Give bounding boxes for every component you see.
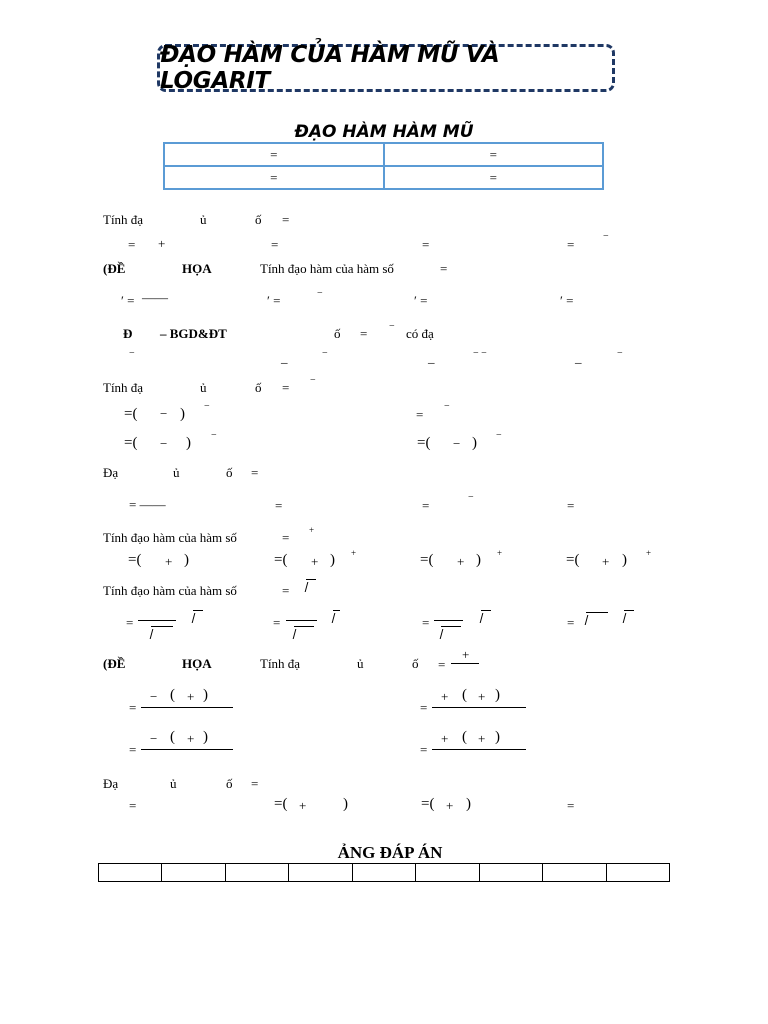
q8-prompt: HỌA <box>182 656 212 671</box>
q3-prompt: − <box>389 321 395 332</box>
q4-option-d: =( <box>417 435 431 451</box>
q8-option-c: ( <box>170 729 175 745</box>
formula-cell: = <box>384 143 604 166</box>
q8-option-b: ( <box>462 687 467 703</box>
q3-prompt: ố <box>334 326 341 341</box>
q8-option-d: ) <box>495 729 500 745</box>
q6-option-a: ) <box>184 552 189 568</box>
q8-option-a: = <box>129 700 137 715</box>
q5-option-b: = <box>275 498 283 513</box>
q6-option-b: + <box>311 554 319 569</box>
answer-cell[interactable] <box>162 864 225 882</box>
fraction-bar <box>141 749 233 750</box>
q3-prompt: có đạ <box>406 326 434 341</box>
q5-option-c: − <box>468 492 474 503</box>
q8-option-b: = <box>420 700 428 715</box>
q7-option-d: = <box>567 615 575 630</box>
q6-option-d: + <box>602 554 610 569</box>
q2-prompt: (ĐỀ <box>103 261 126 276</box>
q6-option-d: ) <box>622 552 627 568</box>
q7-option-c: = <box>422 615 430 630</box>
q8-option-b: ) <box>495 687 500 703</box>
formula-cell: = <box>384 166 604 189</box>
q6-option-a: =( <box>128 552 142 568</box>
q2-option-b: ′ = <box>267 293 281 308</box>
fraction-bar <box>138 620 176 621</box>
fraction-bar <box>451 663 479 664</box>
q8-option-c: = <box>129 742 137 757</box>
q8-option-c: − <box>150 731 158 746</box>
fraction-bar <box>286 620 317 621</box>
q4-option-d: ) <box>472 435 477 451</box>
q9-prompt: = <box>251 776 259 791</box>
q1-option-a: = <box>128 237 136 252</box>
sqrt-symbol <box>294 626 314 639</box>
q3-option-c: _ <box>428 350 435 365</box>
q4-option-d: − <box>496 430 502 441</box>
q3-option-d: _ <box>575 350 582 365</box>
answer-row <box>99 864 670 882</box>
answer-cell[interactable] <box>479 864 542 882</box>
q3-prompt: = <box>360 326 368 341</box>
q1-prompt: ố <box>255 212 262 227</box>
q2-option-a: ′ = <box>121 293 135 308</box>
fraction-bar <box>141 707 233 708</box>
q1-option-d: − <box>603 231 609 242</box>
q8-prompt: (ĐỀ <box>103 656 126 671</box>
q4-option-a: − <box>204 401 210 412</box>
q3-option-b: _ <box>281 350 288 365</box>
q9-option-a: = <box>129 798 137 813</box>
q2-prompt: HỌA <box>182 261 212 276</box>
q7-prompt: Tính đạo hàm của hàm số <box>103 583 237 598</box>
q5-prompt: = <box>251 465 259 480</box>
q1-option-a: + <box>158 236 166 251</box>
sqrt-symbol <box>151 626 173 639</box>
formula-row <box>164 143 603 166</box>
sqrt-symbol <box>333 610 340 623</box>
sqrt-symbol <box>441 626 461 639</box>
q8-option-a: ) <box>203 687 208 703</box>
answer-cell[interactable] <box>606 864 670 882</box>
q8-option-a: + <box>187 689 195 704</box>
q8-option-d: + <box>441 731 449 746</box>
answer-cell[interactable] <box>543 864 606 882</box>
q6-option-c: ) <box>476 552 481 568</box>
q4-option-b: = <box>416 407 424 422</box>
q4-option-c: − <box>160 436 168 451</box>
sqrt-symbol <box>624 610 634 623</box>
q6-option-a: + <box>165 554 173 569</box>
sqrt-symbol <box>193 610 203 623</box>
q3-prompt: Đ <box>123 326 133 341</box>
q8-prompt: ố <box>412 656 419 671</box>
answer-cell[interactable] <box>416 864 479 882</box>
q7-option-a: = <box>126 615 134 630</box>
q6-option-b: ) <box>330 552 335 568</box>
q8-option-b: + <box>478 689 486 704</box>
q8-prompt: ủ <box>357 656 364 671</box>
q8-option-c: ) <box>203 729 208 745</box>
q2-prompt: = <box>440 261 448 276</box>
q1-prompt: ủ <box>200 212 207 227</box>
q5-prompt: Đạ <box>103 465 119 480</box>
fraction-bar <box>432 749 526 750</box>
q4-prompt: ủ <box>200 380 207 395</box>
q3-option-b: − <box>322 348 328 359</box>
q6-prompt: = <box>282 530 290 545</box>
q6-option-c: =( <box>420 552 434 568</box>
q4-option-a: ) <box>180 406 185 422</box>
formula-table <box>163 142 604 190</box>
q2-option-d: ′ = <box>560 293 574 308</box>
q2-option-c: ′ = <box>414 293 428 308</box>
q8-option-c: + <box>187 731 195 746</box>
answer-table <box>98 863 670 882</box>
q3-option-a: − <box>129 348 135 359</box>
q6-prompt: Tính đạo hàm của hàm số <box>103 530 237 545</box>
q8-prompt: = <box>438 657 446 672</box>
q9-prompt: Đạ <box>103 776 119 791</box>
answer-cell[interactable] <box>225 864 288 882</box>
q4-option-c: =( <box>124 435 138 451</box>
page-title: ĐẠO HÀM CỦA HÀM MŨ VÀ LOGARIT <box>160 42 500 94</box>
q8-option-d: ( <box>462 729 467 745</box>
q5-option-c: = <box>422 498 430 513</box>
q1-option-d: = <box>567 237 575 252</box>
formula-cell: = <box>164 166 384 189</box>
q1-prompt: = <box>282 212 290 227</box>
q6-option-c: + <box>457 554 465 569</box>
fraction-bar <box>432 707 526 708</box>
q3-prompt: – BGD&ĐT <box>160 326 227 341</box>
sqrt-symbol <box>481 610 491 623</box>
q8-prompt: + <box>462 647 470 662</box>
answer-cell[interactable] <box>352 864 415 882</box>
q4-option-b: − <box>444 401 450 412</box>
q4-prompt: Tính đạ <box>103 380 144 395</box>
q7-prompt: = <box>282 583 290 598</box>
q9-option-c: =( <box>421 796 435 812</box>
q6-option-d: + <box>646 548 652 558</box>
formula-cell: = <box>164 143 384 166</box>
q5-prompt: ố <box>226 465 233 480</box>
q2-option-b: − <box>317 288 323 299</box>
q7-option-b: = <box>273 615 281 630</box>
q8-option-a: − <box>150 689 158 704</box>
q8-prompt: Tính đạ <box>260 656 301 671</box>
q6-option-c: + <box>497 548 503 558</box>
q9-option-b: + <box>299 798 307 813</box>
q2-prompt: Tính đạo hàm của hàm số <box>260 261 394 276</box>
q8-option-a: ( <box>170 687 175 703</box>
q9-option-c: + <box>446 798 454 813</box>
answer-cell[interactable] <box>99 864 162 882</box>
q9-prompt: ố <box>226 776 233 791</box>
q3-option-d: − <box>617 348 623 359</box>
q9-option-b: ) <box>343 796 348 812</box>
q9-option-c: ) <box>466 796 471 812</box>
formula-row <box>164 166 603 189</box>
q4-option-a: − <box>160 406 168 421</box>
q9-option-b: =( <box>274 796 288 812</box>
q4-prompt: = <box>282 380 290 395</box>
q8-option-d: + <box>478 731 486 746</box>
q5-prompt: ủ <box>173 465 180 480</box>
answer-cell[interactable] <box>289 864 352 882</box>
q6-option-b: =( <box>274 552 288 568</box>
sqrt-symbol <box>586 612 608 625</box>
q2-option-a: —— <box>142 290 168 305</box>
q4-option-d: − <box>453 436 461 451</box>
q5-option-d: = <box>567 498 575 513</box>
q1-prompt: Tính đạ <box>103 212 144 227</box>
section-title: ĐẠO HÀM HÀM MŨ <box>294 122 474 142</box>
q4-prompt: ố <box>255 380 262 395</box>
q4-prompt: − <box>310 375 316 386</box>
q9-prompt: ủ <box>170 776 177 791</box>
q6-option-d: =( <box>566 552 580 568</box>
q6-prompt: + <box>309 525 315 535</box>
title-box <box>157 44 615 92</box>
q8-option-b: + <box>441 689 449 704</box>
q1-option-b: = <box>271 237 279 252</box>
answer-title: ẢNG ĐÁP ÁN <box>337 843 443 862</box>
q3-option-c: − − <box>473 348 487 359</box>
q9-option-d: = <box>567 798 575 813</box>
q8-option-d: = <box>420 742 428 757</box>
q6-option-b: + <box>351 548 357 558</box>
q4-option-c: − <box>211 430 217 441</box>
q4-option-c: ) <box>186 435 191 451</box>
fraction-bar <box>434 620 463 621</box>
q5-option-a: = —— <box>129 497 166 512</box>
q4-option-a: =( <box>124 406 138 422</box>
q1-option-c: = <box>422 237 430 252</box>
sqrt-symbol <box>306 579 316 592</box>
